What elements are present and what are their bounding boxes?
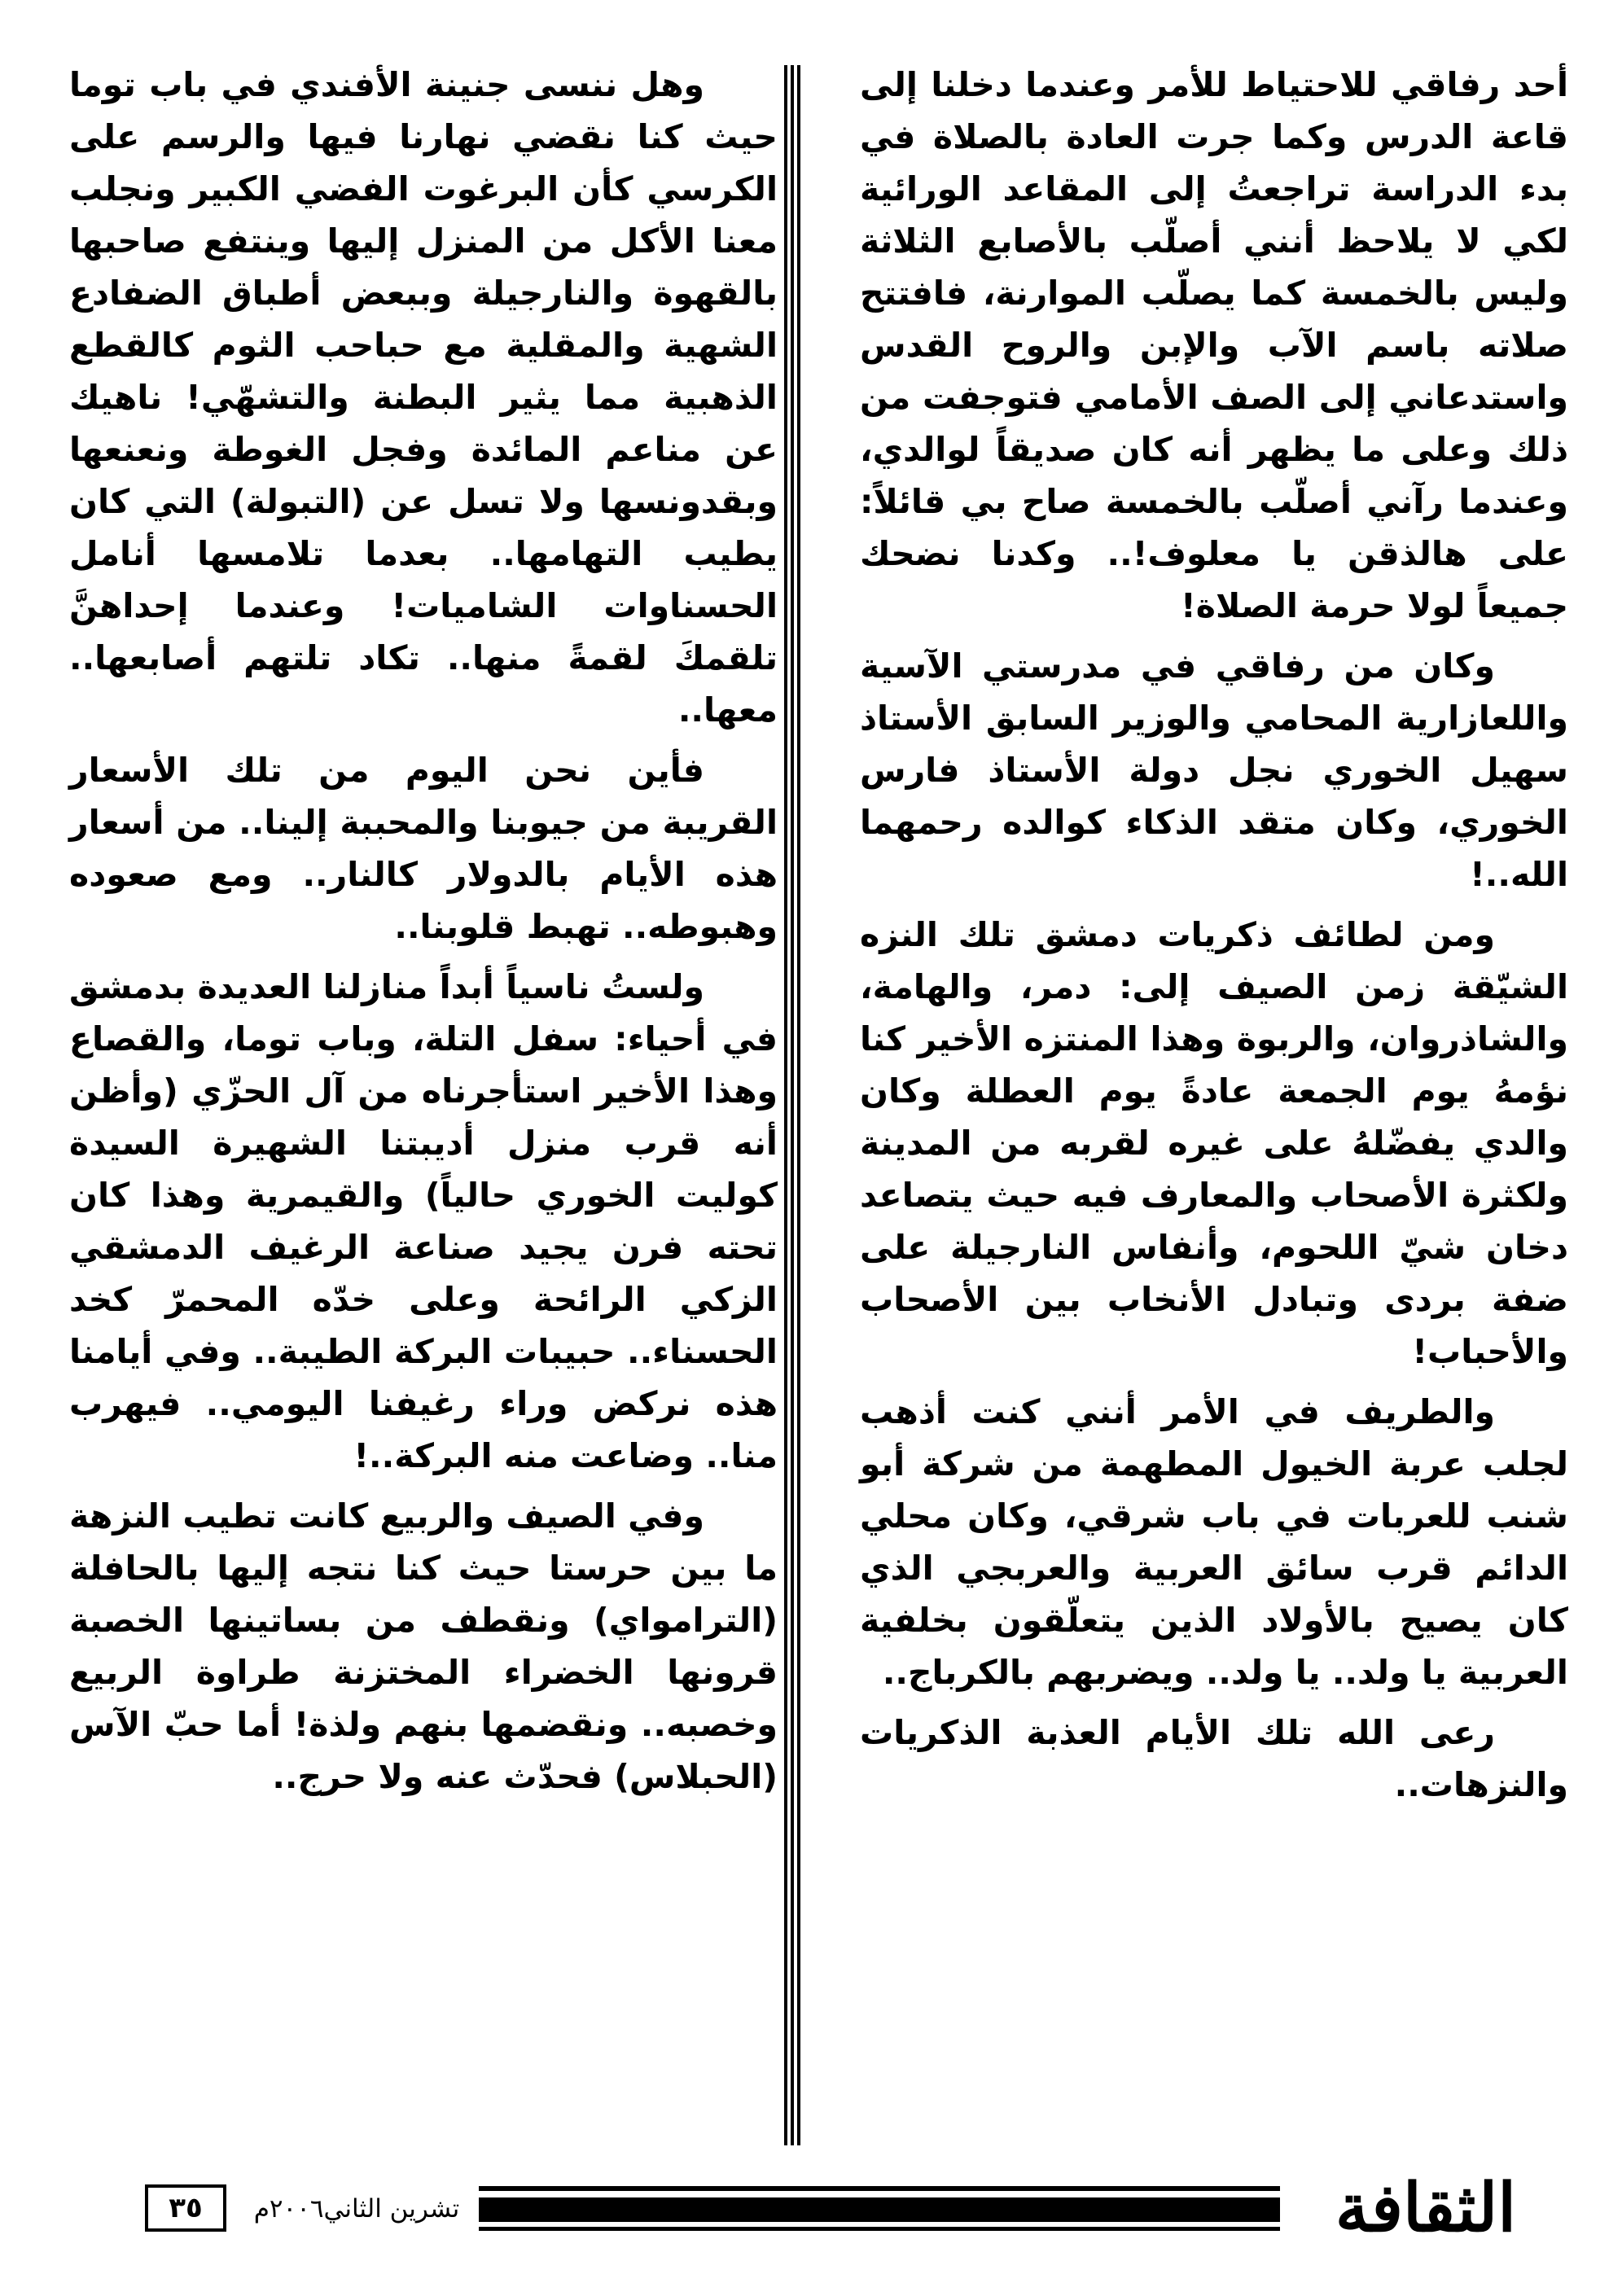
footer-rule	[479, 2186, 1280, 2232]
page-footer	[145, 2170, 1516, 2247]
paragraph: والطريف في الأمر أنني كنت أذهب لجلب عربة الخيول المطهمة من شركة أبو شنب للعربات في باب شرقي، وكان محلي الدائم قرب سائق العربية والعربجي الذي كان يصيح بالأولاد الذين يتعلّقون بخلفية العربية يا ولد.. يا ولد.. ويضربهم بالكرباج..	[860, 1392, 1568, 1692]
paragraph: ولستُ ناسياً أبداً منازلنا العديدة بدمشق في أحياء: سفل التلة، وباب توما، والقصاع وهذا الأخير استأجرناه من آل الحزّي (وأظن أنه قرب منزل أديبتنا الشهيرة السيدة كوليت الخوري حالياً) والقيمرية وهذا كان تحته فرن يجيد صناعة الرغيف الدمشقي الزكي الرائحة وعلى خدّه المحمرّ كخد الحسناء.. حبيبات البركة الطيبة.. وفي أيامنا هذه نركض وراء رغيفنا اليومي.. فيهرب منا.. وضاعت منه البركة..!	[69, 967, 778, 1475]
article-column-right	[860, 59, 1568, 1811]
paragraph: وفي الصيف والربيع كانت تطيب النزهة ما بين حرستا حيث كنا نتجه إليها بالحافلة (الترامواي) ونقطف من بساتينها الخصبة قرونها الخضراء المختزنة طراوة الربيع وخصبه.. ونقضمها بنهم ولذة! أما حبّ الآس (الحبلاس) فحدّث عنه ولا حرج..	[69, 1496, 778, 1796]
paragraph: وكان من رفاقي في مدرستي الآسية واللعازارية المحامي والوزير السابق الأستاذ سهيل الخوري نجل دولة الأستاذ فارس الخوري، وكان متقد الذكاء كوالده رحمهما الله..!	[860, 646, 1568, 894]
article-column-left	[69, 59, 778, 1803]
magazine-logo: الثقافة	[1335, 2169, 1516, 2247]
column-divider	[784, 65, 800, 2145]
issue-date: تشرين الثاني٢٠٠٦م	[253, 2194, 460, 2224]
page-number: ٣٥	[145, 2184, 226, 2232]
paragraph: فأين نحن اليوم من تلك الأسعار القريبة من جيوبنا والمحببة إلينا.. من أسعار هذه الأيام بالدولار كالنار.. ومع صعوده وهبوطه.. تهبط قلوبنا..	[69, 751, 778, 946]
paragraph: وهل ننسى جنينة الأفندي في باب توما حيث كنا نقضي نهارنا فيها والرسم على الكرسي كأن البرغوت الفضي الكبير ونجلب معنا الأكل من المنزل إليها وينتفع صاحبها بالقهوة والنارجيلة وببعض أطباق الضفادع الشهية والمقلية مع حباحب الثوم كالقطع الذهبية مما يثير البطنة والتشهّي! ناهيك عن مناعم المائدة وفجل الغوطة ونعنعها وبقدونسها ولا تسل عن (التبولة) التي كان يطيب التهامها.. بعدما تلامسها أنامل الحسناوات الشاميات! وعندما إحداهنَّ تلقمكَ لقمةً منها.. تكاد تلتهم أصابعها.. معها..	[69, 65, 778, 730]
paragraph: أحد رفاقي للاحتياط للأمر وعندما دخلنا إلى قاعة الدرس وكما جرت العادة بالصلاة في بدء الدراسة تراجعتُ إلى المقاعد الورائية لكي لا يلاحظ أنني أصلّب بالأصابع الثلاثة وليس بالخمسة كما يصلّب الموارنة، فافتتح صلاته باسم الآب والإبن والروح القدس واستدعاني إلى الصف الأمامي فتوجفت من ذلك وعلى ما يظهر أنه كان صديقاً لوالدي، وعندما رآني أصلّب بالخمسة صاح بي قائلاً: على هالذقن يا معلوف!.. وكدنا نضحك جميعاً لولا حرمة الصلاة!	[860, 65, 1568, 625]
paragraph: ومن لطائف ذكريات دمشق تلك النزه الشيّقة زمن الصيف إلى: دمر، والهامة، والشاذروان، والربوة وهذا المنتزه الأخير كنا نؤمهُ يوم الجمعة عادةً يوم العطلة وكان والدي يفضّلهُ على غيره لقربه من المدينة ولكثرة الأصحاب والمعارف فيه حيث يتصاعد دخان شيّ اللحوم، وأنفاس النارجيلة على ضفة بردى وتبادل الأنخاب بين الأصحاب والأحباب!	[860, 915, 1568, 1371]
paragraph: رعى الله تلك الأيام العذبة الذكريات والنزهات..	[860, 1713, 1568, 1804]
